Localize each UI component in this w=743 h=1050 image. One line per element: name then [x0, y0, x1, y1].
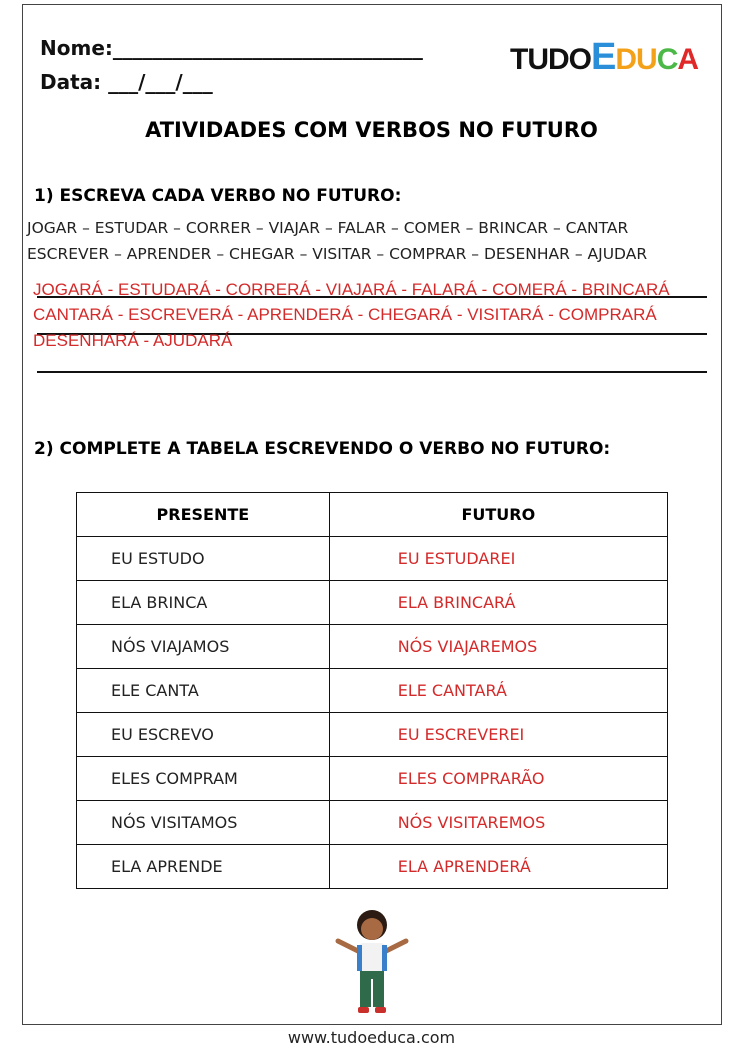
child-illustration: [330, 905, 414, 1017]
answer-text: JOGARÁ - ESTUDARÁ - CORRERÁ - VIAJARÁ - FALARÁ - COMERÁ - BRINCARÁ: [33, 280, 670, 299]
name-field: Nome:_______________________________: [40, 36, 423, 60]
answer-text: CANTARÁ - ESCREVERÁ - APRENDERÁ - CHEGARÁ - VISITARÁ - COMPRARÁ: [33, 305, 657, 324]
future-cell: NÓS VISITAREMOS: [329, 801, 667, 845]
question-1-label: 1) ESCREVA CADA VERBO NO FUTURO:: [34, 186, 402, 206]
verb-table: [76, 492, 668, 889]
question-2-label: 2) COMPLETE A TABELA ESCREVENDO O VERBO NO FUTURO:: [34, 439, 611, 459]
page-title: ATIVIDADES COM VERBOS NO FUTURO: [145, 118, 598, 142]
answer-text: DESENHARÁ - AJUDARÁ: [33, 331, 233, 350]
table-header-row: [77, 493, 668, 537]
present-cell: ELA APRENDE: [77, 845, 330, 889]
future-cell: EU ESCREVEREI: [329, 713, 667, 757]
table-row: [77, 669, 668, 713]
present-cell: ELES COMPRAM: [77, 757, 330, 801]
future-cell: ELA APRENDERÁ: [329, 845, 667, 889]
table-row: [77, 757, 668, 801]
future-cell: ELES COMPRARÃO: [329, 757, 667, 801]
present-cell: ELE CANTA: [77, 669, 330, 713]
footer-url[interactable]: www.tudoeduca.com: [287, 1028, 456, 1047]
table-row: [77, 801, 668, 845]
present-cell: EU ESCREVO: [77, 713, 330, 757]
date-field: Data: ___/___/___: [40, 70, 213, 94]
future-cell: EU ESTUDAREI: [329, 537, 667, 581]
tudoeduca-logo: TUDOEDUCA: [510, 36, 699, 78]
table-row: [77, 581, 668, 625]
present-cell: ELA BRINCA: [77, 581, 330, 625]
future-cell: ELE CANTARÁ: [329, 669, 667, 713]
verb-list-line-1: JOGAR – ESTUDAR – CORRER – VIAJAR – FALAR – COMER – BRINCAR – CANTAR: [27, 219, 629, 237]
present-cell: NÓS VISITAMOS: [77, 801, 330, 845]
present-cell: EU ESTUDO: [77, 537, 330, 581]
table-row: [77, 845, 668, 889]
answer-line: [37, 371, 707, 373]
table-row: [77, 625, 668, 669]
table-row: [77, 713, 668, 757]
verb-list-line-2: ESCREVER – APRENDER – CHEGAR – VISITAR – COMPRAR – DESENHAR – AJUDAR: [27, 245, 648, 263]
future-cell: ELA BRINCARÁ: [329, 581, 667, 625]
table-row: [77, 537, 668, 581]
header-futuro: FUTURO: [329, 493, 667, 537]
present-cell: NÓS VIAJAMOS: [77, 625, 330, 669]
future-cell: NÓS VIAJAREMOS: [329, 625, 667, 669]
header-presente: PRESENTE: [77, 493, 330, 537]
